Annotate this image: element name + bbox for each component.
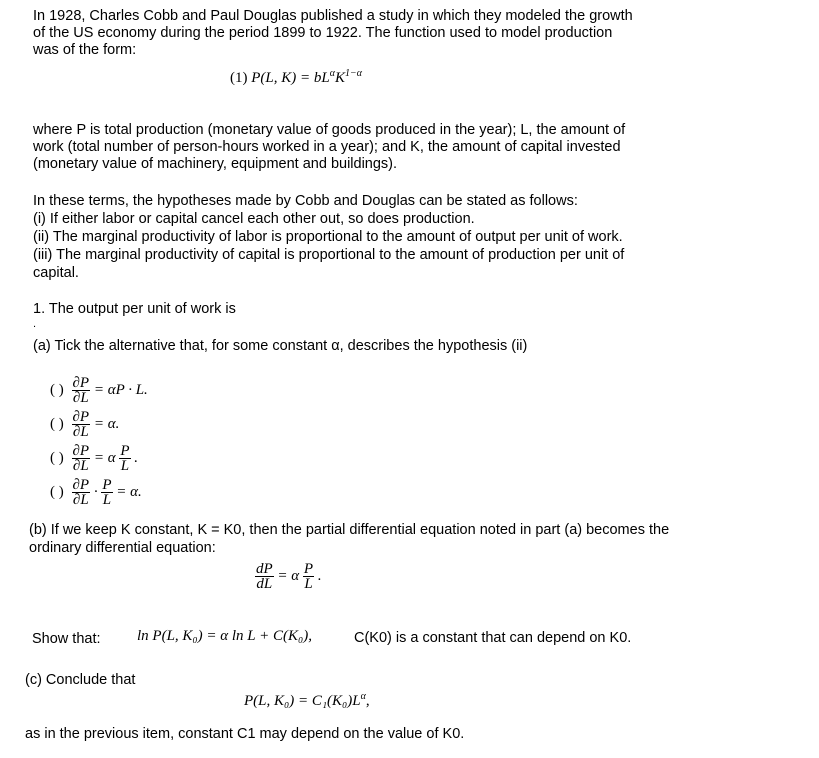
option-4-fraction [72,478,91,507]
option-1-rhs: = αP · L. [93,381,148,398]
question-a: (a) Tick the alternative that, for some constant α, describes the hypothesis (ii) [33,338,528,354]
hypothesis-1: (i) If either labor or capital cancel each other out, so does production. [33,211,475,227]
option-2-rhs: = α. [93,415,120,432]
hypothesis-3-line-2: capital. [33,265,79,281]
fraction-denominator: ∂L [72,458,89,474]
conclusion-formula-alpha: α [360,691,366,702]
formula-1-alpha: α [329,68,335,79]
formula-1-k: K [334,70,345,86]
question-c: (c) Conclude that [25,672,136,688]
option-1[interactable] [50,376,148,405]
where-line-3: (monetary value of machinery, equipment and buildings). [33,156,398,172]
option-1-fraction [72,376,91,405]
conclusion-formula-main: P(L, K₀) = C₁(K₀)L [244,693,361,709]
option-4[interactable] [50,478,142,507]
ode-ratio [303,562,314,591]
show-that-label: Show that: [32,631,101,647]
fraction-denominator: ∂L [72,424,89,440]
question-b-line-1: (b) If we keep K constant, K = K0, then the partial differential equation noted in part (a) becomes the [29,522,670,538]
fraction-numerator: ∂P [72,375,90,391]
question-b-line-2: ordinary differential equation: [29,540,216,556]
option-3-ratio [119,444,130,473]
conclusion-formula-end: , [365,693,370,709]
option-3-end: . [134,449,138,466]
option-3-eq: = α [93,449,116,466]
intro-line-1: In 1928, Charles Cobb and Paul Douglas published a study in which they modeled the growth [33,8,633,24]
option-3-fraction [72,444,91,473]
option-4-checkbox[interactable]: ( ) [50,483,64,500]
formula-1-label: (1) [230,70,248,86]
ode-fraction [255,562,274,591]
option-2-fraction [72,410,91,439]
conclusion-formula [244,691,370,710]
hypothesis-3-line-1: (iii) The marginal productivity of capital is proportional to the amount of production per unit of [33,247,625,263]
question-1-dot: . [33,318,37,330]
ratio-denominator: L [120,458,130,474]
option-2-checkbox[interactable]: ( ) [50,415,64,432]
intro-line-3: was of the form: [33,42,137,58]
where-line-2: work (total number of person-hours worked in a year); and K, the amount of capital invested [33,139,621,155]
fraction-numerator: ∂P [72,477,90,493]
option-4-ratio [101,478,112,507]
show-that-formula: ln P(L, K₀) = α ln L + C(K₀), [137,628,312,644]
show-that-text: C(K0) is a constant that can depend on K0. [354,630,632,646]
ode-ratio-numerator: P [303,561,314,577]
option-1-checkbox[interactable]: ( ) [50,381,64,398]
fraction-numerator: ∂P [72,409,90,425]
option-4-dot: · [93,483,98,500]
ode-ratio-denominator: L [304,576,313,592]
ode-equation [255,562,322,591]
where-line-1: where P is total production (monetary value of goods produced in the year); L, the amount of [33,122,626,138]
fraction-denominator: ∂L [72,492,89,508]
ode-eq: = α [277,567,300,584]
option-2[interactable] [50,410,119,439]
ratio-numerator: P [120,443,130,459]
intro-line-2: of the US economy during the period 1899 to 1922. The function used to model production [33,25,613,41]
conclusion-note: as in the previous item, constant C1 may depend on the value of K0. [25,726,465,742]
ratio-denominator: L [102,492,112,508]
ratio-numerator: P [102,477,112,493]
formula-1-exponent: 1−α [344,68,362,79]
hypothesis-2: (ii) The marginal productivity of labor is proportional to the amount of output per unit of work. [33,229,623,245]
fraction-numerator: ∂P [72,443,90,459]
option-3-checkbox[interactable]: ( ) [50,449,64,466]
formula-1 [230,68,362,87]
option-4-rhs: = α. [116,483,142,500]
ode-denominator: dL [256,576,273,592]
hypotheses-intro: In these terms, the hypotheses made by Cobb and Douglas can be stated as follows: [33,193,578,209]
ode-numerator: dP [256,561,273,577]
question-1: 1. The output per unit of work is [33,301,236,317]
formula-1-lhs: P(L, K) = bL [251,70,330,86]
option-3[interactable] [50,444,138,473]
fraction-denominator: ∂L [72,390,89,406]
ode-end: . [317,567,322,584]
